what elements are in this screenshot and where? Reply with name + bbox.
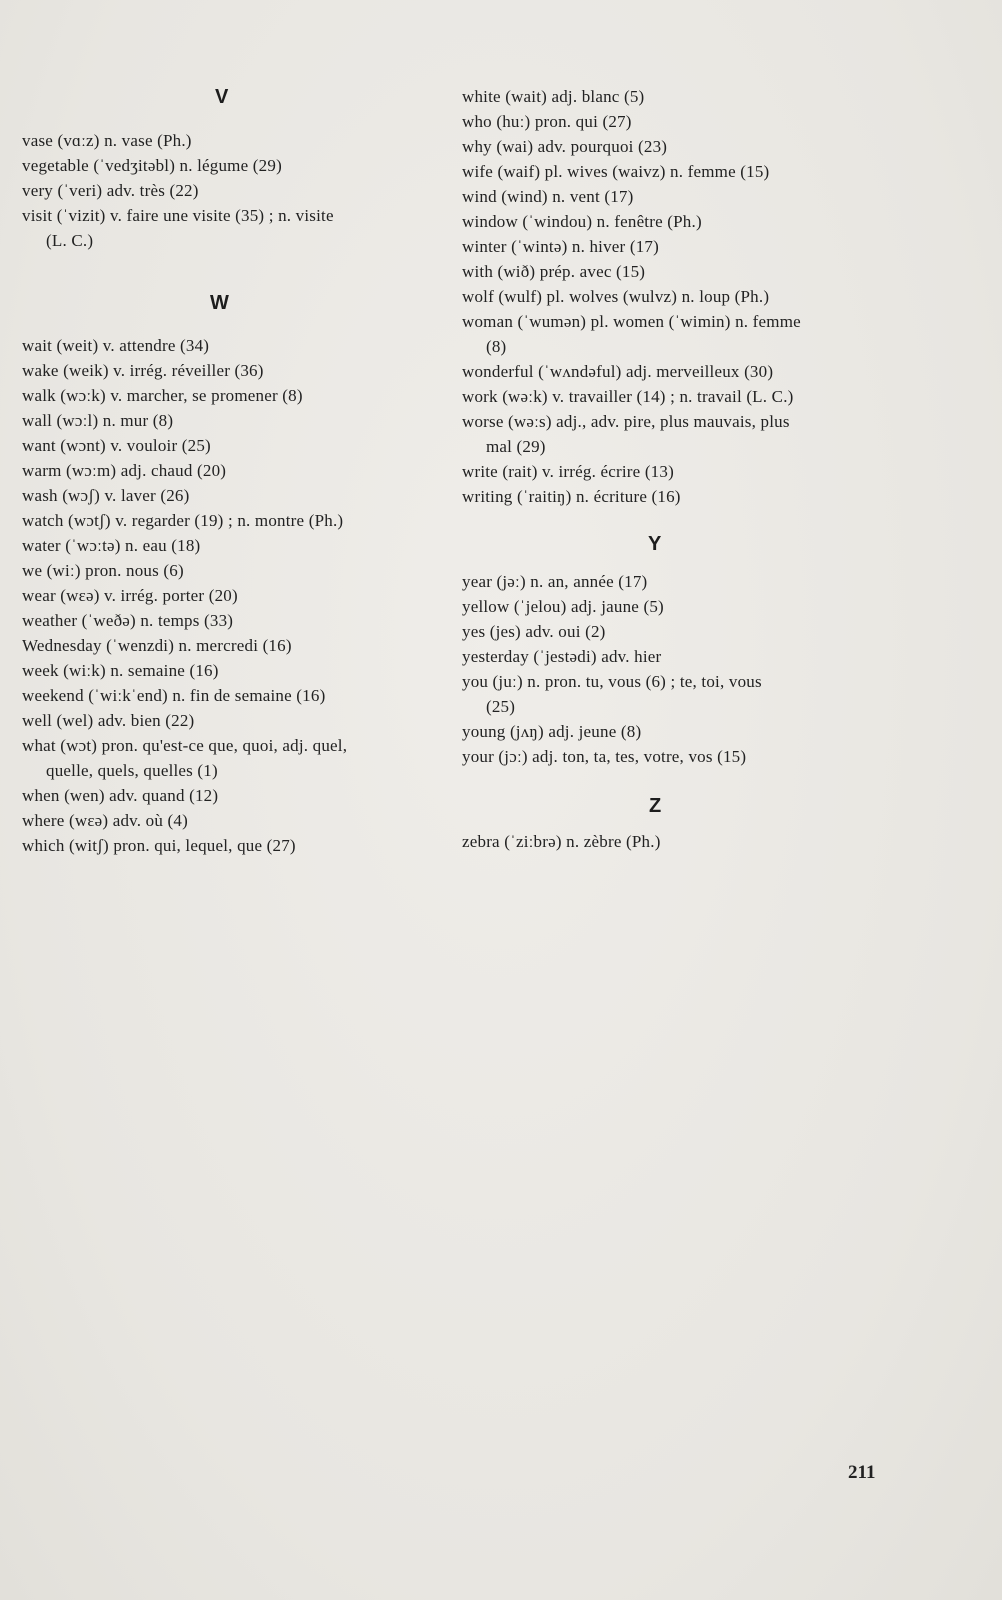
entry-wake: wake (weik) v. irrég. réveiller (36) — [22, 361, 264, 380]
entry-weather: weather (ˈweðə) n. temps (33) — [22, 611, 234, 630]
entry-wife: wife (waif) pl. wives (waivz) n. femme (15) — [462, 162, 770, 181]
entry-you-cont: (25) — [486, 697, 516, 716]
entry-vase: vase (vɑːz) n. vase (Ph.) — [22, 131, 192, 150]
entry-write: write (rait) v. irrég. écrire (13) — [462, 462, 674, 481]
entry-white: white (wait) adj. blanc (5) — [462, 87, 645, 106]
entry-what-cont: quelle, quels, quelles (1) — [46, 761, 218, 780]
page-number: 211 — [848, 1462, 876, 1483]
entry-water: water (ˈwɔːtə) n. eau (18) — [22, 536, 201, 555]
entry-writing: writing (ˈraitiŋ) n. écriture (16) — [462, 487, 681, 506]
entry-with: with (wið) prép. avec (15) — [462, 262, 646, 281]
entry-wonderful: wonderful (ˈwʌndəful) adj. merveilleux (30) — [462, 362, 774, 381]
entry-when: when (wen) adv. quand (12) — [22, 786, 219, 805]
entry-want: want (wɔnt) v. vouloir (25) — [22, 436, 211, 455]
entry-you: you (juː) n. pron. tu, vous (6) ; te, toi, vous — [462, 672, 762, 691]
section-letter-z: Z — [649, 795, 662, 817]
entry-window: window (ˈwindou) n. fenêtre (Ph.) — [462, 212, 702, 231]
entry-worse: worse (wəːs) adj., adv. pire, plus mauvais, plus — [462, 412, 790, 431]
entry-walk: walk (wɔːk) v. marcher, se promener (8) — [22, 386, 303, 405]
entry-wear: wear (wɛə) v. irrég. porter (20) — [22, 586, 238, 605]
entry-woman: woman (ˈwumən) pl. women (ˈwimin) n. femme — [462, 312, 801, 331]
entry-why: why (wai) adv. pourquoi (23) — [462, 137, 668, 156]
entry-yes: yes (jes) adv. oui (2) — [462, 622, 606, 641]
entry-wolf: wolf (wulf) pl. wolves (wulvz) n. loup (Ph.) — [462, 287, 770, 306]
entry-we: we (wiː) pron. nous (6) — [22, 561, 184, 580]
section-letter-y: Y — [648, 533, 662, 555]
section-letter-v: V — [215, 86, 229, 108]
entry-wednesday: Wednesday (ˈwenzdi) n. mercredi (16) — [22, 636, 292, 655]
entry-yellow: yellow (ˈjelou) adj. jaune (5) — [462, 597, 664, 616]
entry-visit-cont: (L. C.) — [46, 231, 94, 250]
entry-wall: wall (wɔːl) n. mur (8) — [22, 411, 174, 430]
entry-zebra: zebra (ˈziːbrə) n. zèbre (Ph.) — [462, 832, 661, 851]
entry-where: where (wɛə) adv. où (4) — [22, 811, 188, 830]
entry-work: work (wəːk) v. travailler (14) ; n. travail (L. C.) — [462, 387, 794, 406]
entry-watch: watch (wɔtʃ) v. regarder (19) ; n. montre (Ph.) — [22, 511, 344, 530]
entry-wind: wind (wind) n. vent (17) — [462, 187, 634, 206]
entry-worse-cont: mal (29) — [486, 437, 546, 456]
entry-who: who (huː) pron. qui (27) — [462, 112, 632, 131]
entry-what: what (wɔt) pron. qu'est-ce que, quoi, adj. quel, — [22, 736, 348, 755]
entry-weekend: weekend (ˈwiːkˈend) n. fin de semaine (16) — [22, 686, 326, 705]
entry-vegetable: vegetable (ˈvedʒitəbl) n. légume (29) — [22, 156, 282, 175]
entry-wash: wash (wɔʃ) v. laver (26) — [22, 486, 190, 505]
entry-winter: winter (ˈwintə) n. hiver (17) — [462, 237, 659, 256]
entry-visit: visit (ˈvizit) v. faire une visite (35) ; n. visite — [22, 206, 334, 225]
entry-warm: warm (wɔːm) adj. chaud (20) — [22, 461, 227, 480]
entry-woman-cont: (8) — [486, 337, 507, 356]
entry-yesterday: yesterday (ˈjestədi) adv. hier — [462, 647, 662, 666]
entry-week: week (wiːk) n. semaine (16) — [22, 661, 219, 680]
section-letter-w: W — [210, 292, 229, 314]
entry-which: which (witʃ) pron. qui, lequel, que (27) — [22, 836, 296, 855]
entry-young: young (jʌŋ) adj. jeune (8) — [462, 722, 642, 741]
entry-wait: wait (weit) v. attendre (34) — [22, 336, 210, 355]
entry-your: your (jɔː) adj. ton, ta, tes, votre, vos (15) — [462, 747, 747, 766]
entry-well: well (wel) adv. bien (22) — [22, 711, 195, 730]
entry-year: year (jəː) n. an, année (17) — [462, 572, 648, 591]
entry-very: very (ˈveri) adv. très (22) — [22, 181, 199, 200]
